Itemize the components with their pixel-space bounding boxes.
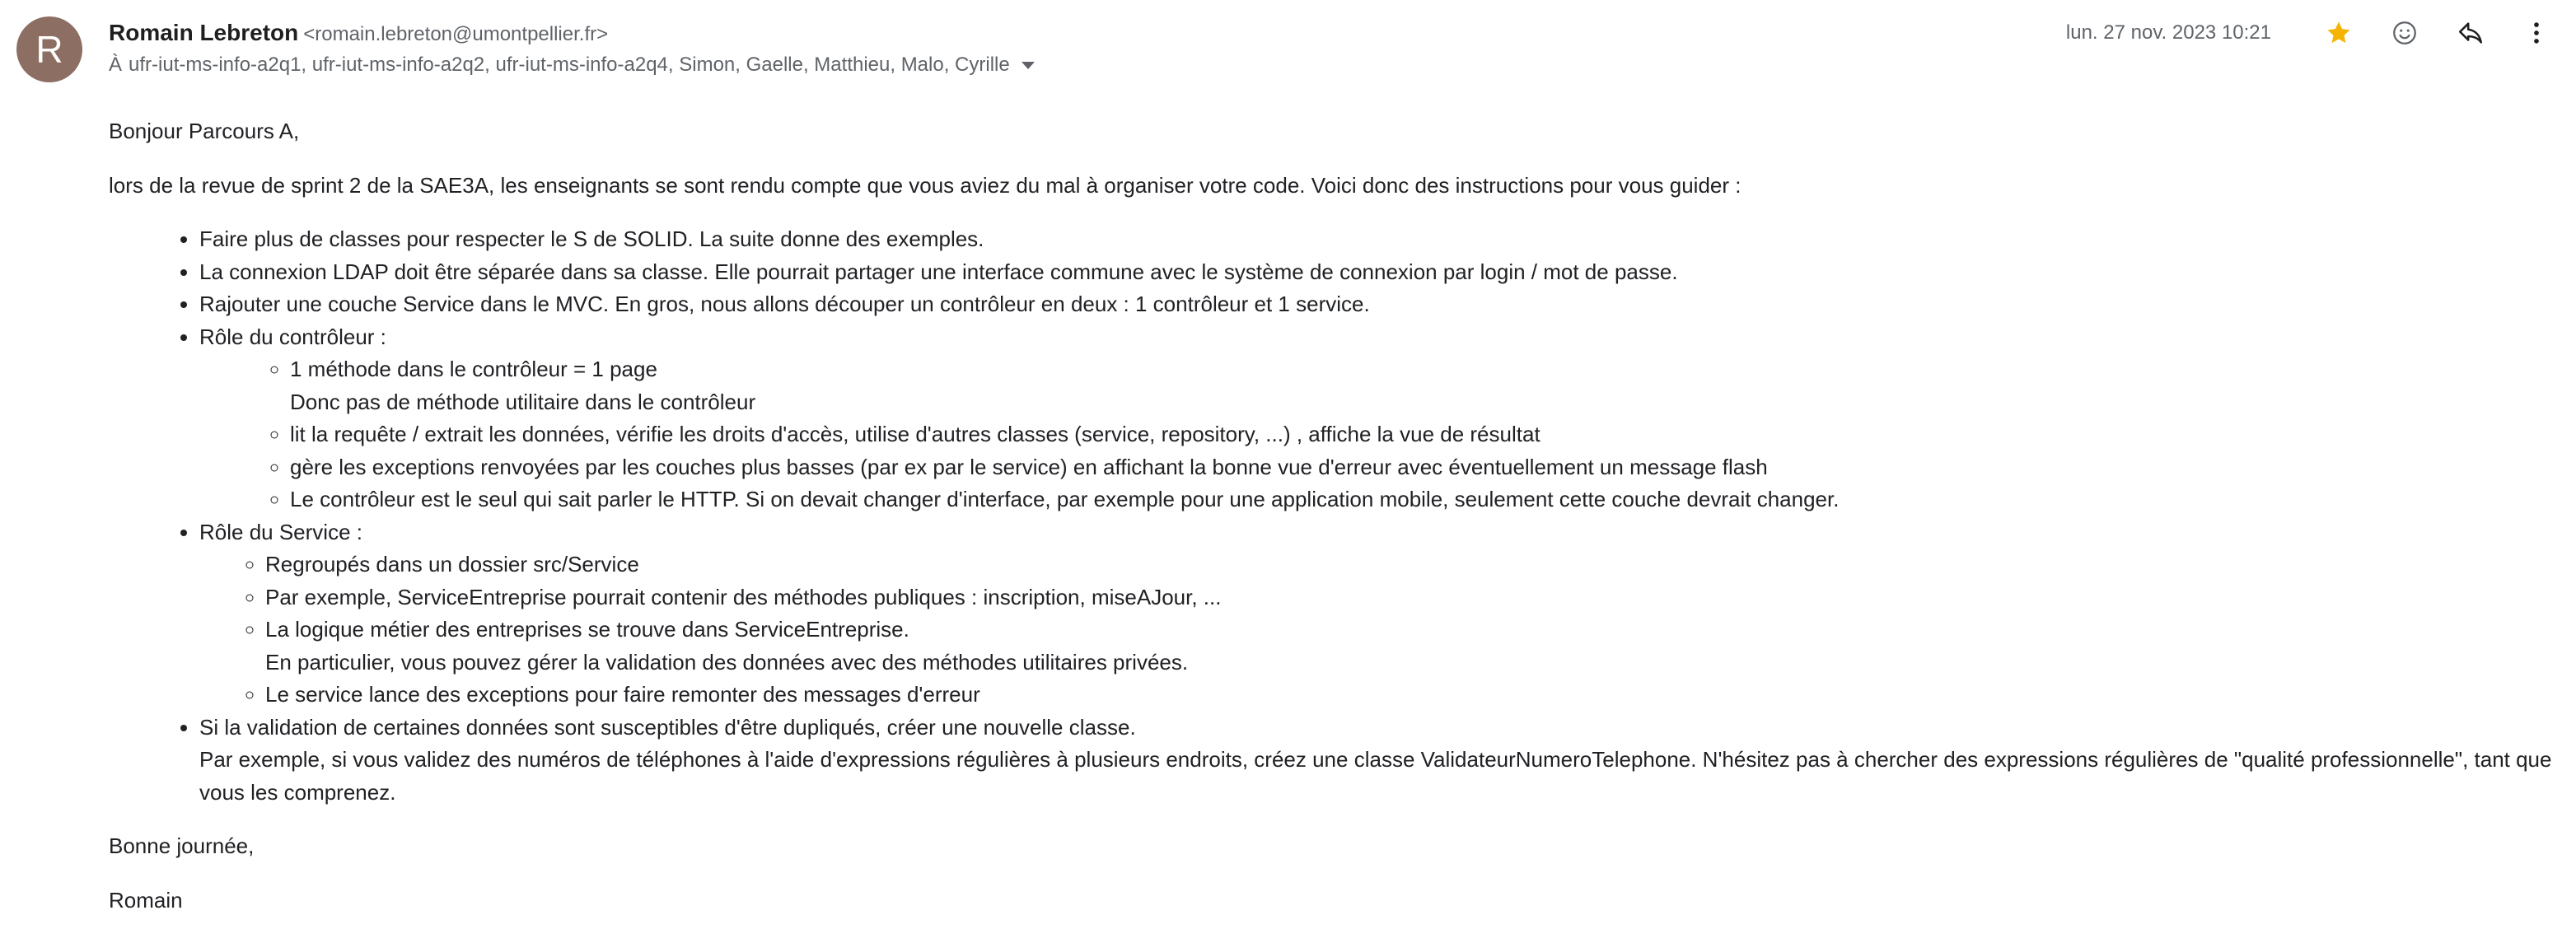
list-item-text: Le contrôleur est le seul qui sait parler le HTTP. Si on devait changer d'interface, par exemple pour une application mobile, seulement cette couche devrait changer. [290,487,1840,511]
recipients-line [109,51,1035,79]
sender-email[interactable]: <romain.lebreton@umontpellier.fr> [303,23,609,45]
star-icon [2325,19,2353,47]
list-item [199,223,2564,256]
list-item-text: 1 méthode dans le contrôleur = 1 page [290,357,657,381]
list-item-text: Le service lance des exceptions pour faire remonter des messages d'erreur [265,682,980,707]
more-vert-icon [2522,19,2550,47]
avatar-letter: R [35,28,63,71]
list-item [265,581,2564,614]
instructions-list [109,223,2564,809]
list-item-text: Donc pas de méthode utilitaire dans le contrôleur [290,389,756,414]
greeting: Bonjour Parcours A, [109,119,300,143]
message-date: lun. 27 nov. 2023 10:21 [2065,21,2271,44]
intro-paragraph: lors de la revue de sprint 2 de la SAE3A, les enseignants se sont rendu compte que vous aviez du mal à organiser votre code. Voici donc des instructions pour vous guider : [109,172,1741,198]
chevron-down-icon[interactable] [1022,62,1035,69]
star-button[interactable] [2316,13,2362,53]
list-item [199,712,2564,810]
list-item-text: gère les exceptions renvoyées par les couches plus basses (par ex par le service) en affichant la bonne vue d'erreur avec éventuellement un message flash [290,454,1768,479]
service-role-list [199,549,2564,712]
list-item-text: Regroupés dans un dossier src/Service [265,552,639,577]
list-item-text: En particulier, vous pouvez gérer la validation des données avec des méthodes utilitaires privées. [265,649,1189,675]
list-item [265,614,2564,679]
message-actions [2066,13,2560,53]
closing: Bonne journée, [109,833,255,858]
list-item [290,353,2564,418]
list-item-text: Rôle du contrôleur : [199,324,386,349]
list-item-service-role [199,516,2564,712]
emoji-reaction-button[interactable] [2382,13,2428,53]
recipients-prefix: À [109,54,123,76]
list-item-text: La connexion LDAP doit être séparée dans sa classe. Elle pourrait partager une interface commune avec le système de connexion par login / mot de passe. [199,259,1678,284]
list-item [265,679,2564,712]
emoji-icon [2391,19,2419,47]
list-item [290,418,2564,451]
sender-line [109,18,608,52]
list-item-text: La logique métier des entreprises se trouve dans ServiceEntreprise. [265,617,909,642]
signature: Romain [109,887,183,913]
avatar[interactable] [16,16,82,82]
list-item-text: lit la requête / extrait les données, vérifie les droits d'accès, utilise d'autres classes (service, repository, ...) , affiche la vue de résultat [290,422,1540,446]
list-item-text: Par exemple, si vous validez des numéros de téléphones à l'aide d'expressions régulières à plusieurs endroits, créez une classe ValidateurNumeroTelephone. N'hésitez pas à chercher des expressions régulières de "qualité professionnelle", tant que vous les comprenez. [199,747,2552,805]
list-item [290,483,2564,516]
message-body [109,115,2564,917]
sender-name[interactable]: Romain Lebreton [109,20,299,45]
list-item-text: Faire plus de classes pour respecter le S de SOLID. La suite donne des exemples. [199,226,984,251]
list-item [199,256,2564,289]
list-item-text: Rajouter une couche Service dans le MVC. En gros, nous allons découper un contrôleur en deux : 1 contrôleur et 1 service. [199,292,1370,316]
list-item [265,549,2564,581]
reply-icon [2457,19,2485,47]
controller-role-list [199,353,2564,516]
more-options-button[interactable] [2513,13,2560,53]
reply-button[interactable] [2447,13,2494,53]
recipients-list: ufr-iut-ms-info-a2q1, ufr-iut-ms-info-a2q2, ufr-iut-ms-info-a2q4, Simon, Gaelle, Matthieu, Malo, Cyrille [129,54,1010,76]
list-item [290,451,2564,484]
list-item-text: Par exemple, ServiceEntreprise pourrait contenir des méthodes publiques : inscription, miseAJour, ... [265,584,1222,609]
list-item [199,288,2564,321]
list-item-controller-role [199,321,2564,516]
list-item-text: Si la validation de certaines données sont susceptibles d'être dupliqués, créer une nouvelle classe. [199,714,1136,740]
list-item-text: Rôle du Service : [199,519,362,544]
